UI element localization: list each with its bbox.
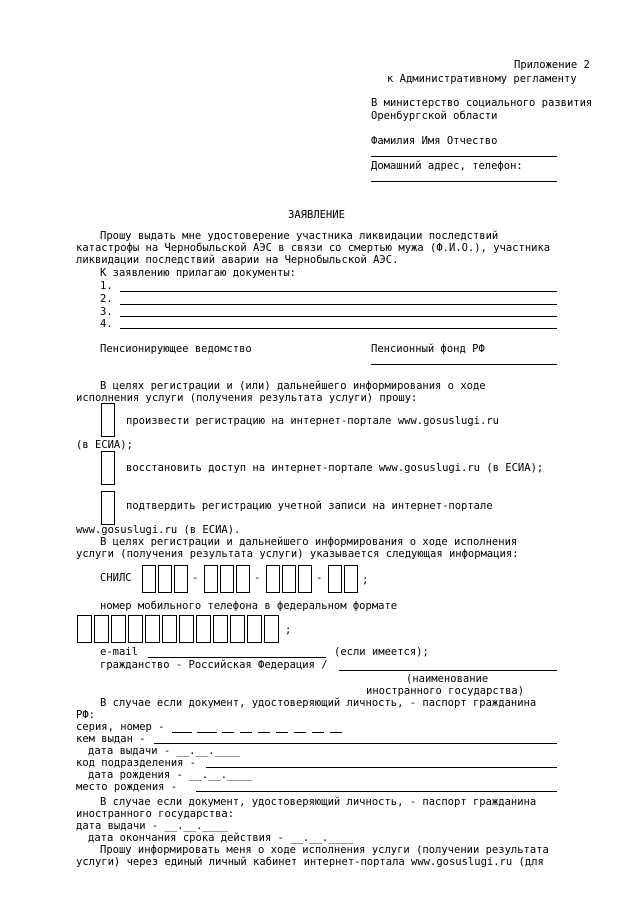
phone-digit-box[interactable] xyxy=(230,615,245,643)
inform-line2: услуги) через единый личный кабинет интернет-портала www.gosuslugi.ru (для xyxy=(76,856,544,868)
phone-digit-box[interactable] xyxy=(179,615,194,643)
email-field[interactable] xyxy=(148,657,326,658)
address-label: Домашний адрес, телефон: xyxy=(371,160,523,172)
phone-digit-box[interactable] xyxy=(145,615,160,643)
option-confirm-line2: www.gosuslugi.ru (в ЕСИА). xyxy=(76,524,241,536)
attachment-number: 1. xyxy=(100,280,113,292)
pension-fund-label: Пенсионный фонд РФ xyxy=(371,343,485,355)
phone-digit-box[interactable] xyxy=(247,615,262,643)
issue-date-label: дата выдачи - __.__.____ xyxy=(88,745,240,757)
snils-separator: - xyxy=(316,572,323,584)
series-number-label: серия, номер - xyxy=(76,721,165,733)
snils-digit-box[interactable] xyxy=(174,565,188,593)
issued-by-label: кем выдан - xyxy=(76,733,146,745)
registration-line2: исполнения услуги (получения результата услуги) прошу: xyxy=(76,392,418,404)
phone-digit-box[interactable] xyxy=(94,615,109,643)
passport-line1: В случае если документ, удостоверяющий личность, - паспорт гражданина xyxy=(100,697,537,709)
snils-digit-box[interactable] xyxy=(204,565,218,593)
phone-digit-box[interactable] xyxy=(213,615,228,643)
info-line2: услуги (получения результата услуги) указывается следующая информация: xyxy=(76,548,519,560)
snils-digit-box[interactable] xyxy=(266,565,280,593)
birth-place-label: место рождения - xyxy=(76,781,178,793)
series-number-field[interactable] xyxy=(240,732,252,733)
snils-digit-box[interactable] xyxy=(142,565,156,593)
phone-digit-box[interactable] xyxy=(77,615,92,643)
series-number-field[interactable] xyxy=(294,732,306,733)
register-checkbox[interactable] xyxy=(101,403,115,437)
fio-field[interactable] xyxy=(371,156,557,157)
snils-semicolon: ; xyxy=(362,574,369,586)
attachment-field-2[interactable] xyxy=(120,304,557,305)
registration-line1: В целях регистрации и (или) дальнейшего информирования о ходе xyxy=(100,380,486,392)
phone-digit-box[interactable] xyxy=(128,615,143,643)
attachment-number: 4. xyxy=(100,318,113,330)
snils-digit-box[interactable] xyxy=(298,565,312,593)
option-confirm-line1: подтвердить регистрацию учетной записи на интернет-портале xyxy=(126,500,493,512)
passport-line2: РФ: xyxy=(76,709,95,721)
series-number-field[interactable] xyxy=(330,732,342,733)
inform-line1: Прошу информировать меня о ходе исполнения услуги (получении результата xyxy=(100,844,549,856)
attachment-field-1[interactable] xyxy=(120,291,557,292)
ministry-line1: В министерство социального развития xyxy=(371,97,593,109)
issued-by-field[interactable] xyxy=(154,743,557,744)
attachment-number: 2. xyxy=(100,293,113,305)
snils-digit-box[interactable] xyxy=(236,565,250,593)
address-field[interactable] xyxy=(371,181,557,182)
phone-label: номер мобильного телефона в федеральном формате xyxy=(100,600,398,612)
info-line1: В целях регистрации и дальнейшего информирования о ходе исполнения xyxy=(100,536,518,548)
foreign-state-field[interactable] xyxy=(339,670,557,671)
document-title: ЗАЯВЛЕНИЕ xyxy=(288,209,345,221)
department-code-field[interactable] xyxy=(206,767,557,768)
email-optional-note: (если имеется); xyxy=(334,646,429,658)
foreign-passport-line1: В случае если документ, удостоверяющий личность, - паспорт гражданина xyxy=(100,796,537,808)
snils-label: СНИЛС xyxy=(100,572,132,584)
appendix-number: Приложение 2 xyxy=(514,59,590,71)
phone-semicolon: ; xyxy=(285,624,292,636)
snils-digit-box[interactable] xyxy=(158,565,172,593)
snils-digit-box[interactable] xyxy=(220,565,234,593)
birth-place-field[interactable] xyxy=(196,791,557,792)
snils-separator: - xyxy=(254,572,261,584)
series-number-field[interactable] xyxy=(258,732,270,733)
expiry-date-label: дата окончания срока действия - __.__.____ xyxy=(88,832,354,844)
restore-access-checkbox[interactable] xyxy=(101,451,115,485)
snils-digit-box[interactable] xyxy=(344,565,358,593)
snils-separator: - xyxy=(192,572,199,584)
foreign-issue-date-label: дата выдачи - __.__.____ xyxy=(76,820,228,832)
option-restore: восстановить доступ на интернет-портале www.gosuslugi.ru (в ЕСИА); xyxy=(126,462,544,474)
snils-digit-box[interactable] xyxy=(328,565,342,593)
foreign-state-hint1: (наименование xyxy=(406,673,489,685)
foreign-state-hint2: иностранного государства) xyxy=(366,685,525,697)
series-number-field[interactable] xyxy=(222,732,234,733)
snils-digit-box[interactable] xyxy=(282,565,296,593)
phone-digit-box[interactable] xyxy=(196,615,211,643)
ministry-line2: Оренбургской области xyxy=(371,110,498,122)
series-number-field[interactable] xyxy=(172,732,192,733)
series-number-field[interactable] xyxy=(276,732,288,733)
pension-fund-field[interactable] xyxy=(371,364,557,365)
birth-date-label: дата рождения - __.__.____ xyxy=(88,769,253,781)
option-register-line2: (в ЕСИА); xyxy=(76,439,133,451)
appendix-regulation: к Административному регламенту xyxy=(387,73,577,85)
series-number-field[interactable] xyxy=(312,732,324,733)
attach-label: К заявлению прилагаю документы: xyxy=(100,267,296,279)
phone-digit-box[interactable] xyxy=(162,615,177,643)
citizenship-label: гражданство - Российская Федерация / xyxy=(100,659,328,671)
phone-digit-box[interactable] xyxy=(264,615,279,643)
attachment-field-4[interactable] xyxy=(120,328,557,329)
foreign-passport-line2: иностранного государства: xyxy=(76,808,235,820)
confirm-registration-checkbox[interactable] xyxy=(101,491,115,525)
email-label: e-mail xyxy=(100,646,138,658)
attachment-number: 3. xyxy=(100,306,113,318)
department-code-label: код подразделения - xyxy=(76,757,197,769)
request-line3: ликвидации последствий аварии на Чернобыльской АЭС. xyxy=(76,254,399,266)
option-register-line1: произвести регистрацию на интернет-портале www.gosuslugi.ru xyxy=(126,415,499,427)
pension-department-label: Пенсионирующее ведомство xyxy=(100,343,252,355)
fio-label: Фамилия Имя Отчество xyxy=(371,135,498,147)
phone-digit-box[interactable] xyxy=(111,615,126,643)
request-line1: Прошу выдать мне удостоверение участника ликвидации последствий xyxy=(100,230,499,242)
series-number-field[interactable] xyxy=(197,732,217,733)
attachment-field-3[interactable] xyxy=(120,316,557,317)
request-line2: катастрофы на Чернобыльской АЭС в связи со смертью мужа (Ф.И.О.), участника xyxy=(76,242,551,254)
